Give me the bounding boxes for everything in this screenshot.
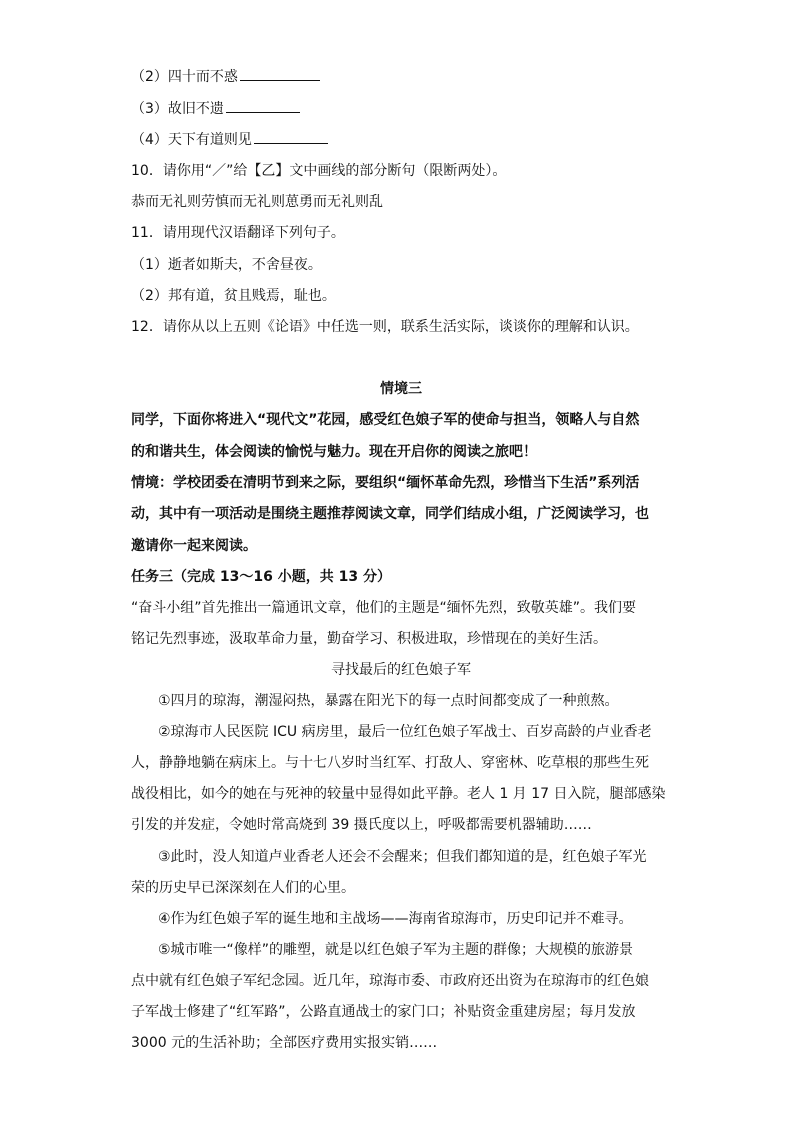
q11-prompt: 11．请用现代汉语翻译下列句子。: [131, 225, 345, 241]
q9-item-2-text: （2）四十而不惑: [131, 69, 238, 85]
article-paragraph-5-line: 点中就有红色娘子军纪念园。近几年，琼海市委、市政府还出资为在琼海市的红色娘: [131, 973, 649, 989]
article-paragraph-2-line: ②琼海市人民医院 ICU 病房里，最后一位红色娘子军战士、百岁高龄的卢业香老: [158, 724, 652, 740]
article-paragraph-5-line: 子军战士修建了“红军路”，公路直通战士的家门口；补贴资金重建房屋；每月发放: [131, 1004, 636, 1020]
article-paragraph-3-line: ③此时，没人知道卢业香老人还会不会醒来；但我们都知道的是，红色娘子军光: [158, 849, 647, 865]
section-heading: 情境三: [380, 381, 422, 397]
task-intro-line: “奋斗小组”首先推出一篇通讯文章，他们的主题是“缅怀先烈，致敬英雄”。我们要: [131, 600, 637, 616]
context-line: 动，其中有一项活动是围绕主题推荐阅读文章，同学们结成小组，广泛阅读学习，也: [131, 506, 649, 522]
article-title: 寻找最后的红色娘子军: [331, 662, 471, 678]
article-paragraph-2-line: 战役相比，如今的她在与死神的较量中显得如此平静。老人 1 月 17 日入院，腿部感染: [131, 786, 666, 802]
task-intro-line: 铭记先烈事迹，汲取革命力量，勤奋学习、积极进取，珍惜现在的美好生活。: [131, 631, 607, 647]
section-intro-line: 同学，下面你将进入“现代文”花园，感受红色娘子军的使命与担当，领略人与自然: [131, 412, 640, 428]
context-line: 邀请你一起来阅读。: [131, 538, 257, 554]
q10-sentence: 恭而无礼则劳慎而无礼则葸勇而无礼则乱: [131, 194, 383, 210]
article-paragraph-5-line: 3000 元的生活补助；全部医疗费用实报实销……: [131, 1035, 438, 1051]
q12-prompt: 12．请你从以上五则《论语》中任选一则，联系生活实际，谈谈你的理解和认识。: [131, 319, 639, 335]
q9-item-3: [131, 98, 671, 119]
article-paragraph-5-line: ⑤城市唯一“像样”的雕塑，就是以红色娘子军为主题的群像；大规模的旅游景: [158, 942, 634, 958]
section-intro-line: 的和谐共生，体会阅读的愉悦与魅力。现在开启你的阅读之旅吧！: [131, 444, 537, 460]
q9-item-3-text: （3）故旧不遗: [131, 101, 224, 117]
task-title: 任务三（完成 13～16 小题，共 13 分）: [131, 569, 391, 585]
article-paragraph-3-line: 荣的历史早已深深刻在人们的心里。: [131, 880, 355, 896]
context-line: 情境：学校团委在清明节到来之际，要组织“缅怀革命先烈，珍惜当下生活”系列活: [131, 475, 640, 491]
q9-item-4-text: （4）天下有道则见: [131, 132, 252, 148]
article-paragraph-2-line: 引发的并发症，令她时常高烧到 39 摄氏度以上，呼吸都需要机器辅助……: [131, 817, 592, 833]
q9-item-4: [131, 129, 671, 150]
q11-item-1: （1）逝者如斯夫，不舍昼夜。: [131, 257, 322, 273]
q9-item-2: [131, 66, 671, 87]
article-paragraph-4: ④作为红色娘子军的诞生地和主战场——海南省琼海市，历史印记并不难寻。: [158, 911, 633, 927]
answer-blank[interactable]: [226, 98, 300, 113]
article-paragraph-1: ①四月的琼海，潮湿闷热，暴露在阳光下的每一点时间都变成了一种煎熬。: [158, 693, 619, 709]
q10-prompt: 10．请你用“／”给【乙】文中画线的部分断句（限断两处）。: [131, 163, 507, 179]
answer-blank[interactable]: [240, 66, 320, 81]
article-paragraph-2-line: 人，静静地躺在病床上。与十七八岁时当红军、打敌人、穿密林、吃草根的那些生死: [131, 755, 649, 771]
answer-blank[interactable]: [254, 129, 328, 144]
q11-item-2: （2）邦有道，贫且贱焉，耻也。: [131, 288, 336, 304]
